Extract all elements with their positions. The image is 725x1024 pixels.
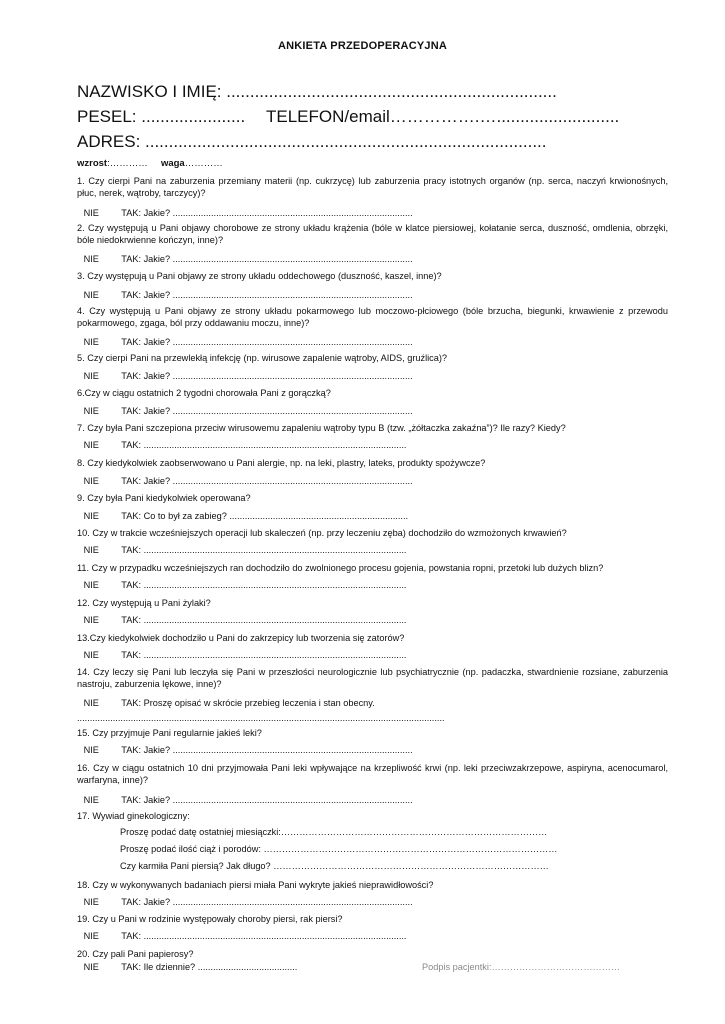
yes-answer-field[interactable]: TAK: Jakie? .............................................................................................. (121, 254, 413, 264)
breastfeeding-field[interactable]: Czy karmiła Pani piersią? Jak długo? ……………………………………………………………………………… (120, 861, 549, 871)
yes-answer-field[interactable]: TAK: Jakie? .............................................................................................. (121, 208, 413, 218)
question-6: 6.Czy w ciągu ostatnich 2 tygodni chorowała Pani z gorączką? (77, 388, 331, 398)
no-label: NIE (83, 615, 99, 625)
no-label: NIE (83, 931, 99, 941)
question-10: 10. Czy w trakcie wcześniejszych operacji lub skaleczeń (np. przy leczeniu zęba) dochodziło do wzmożonych krwawień? (77, 528, 567, 538)
yes-answer-field[interactable]: TAK: Co to był za zabieg? ...................................................................... (121, 511, 409, 521)
no-label: NIE (83, 208, 99, 218)
last-period-field[interactable]: Proszę podać datę ostatniej miesiączki:…………………………………………………………………………… (120, 827, 548, 837)
patient-signature-field[interactable]: Podpis pacjentki:…………………………………… (422, 962, 621, 972)
answer-row-19 (77, 931, 407, 941)
yes-answer-field[interactable]: TAK: ....................................................................................................... (121, 580, 407, 590)
question-12: 12. Czy występują u Pani żylaki? (77, 598, 211, 608)
address-field[interactable]: ADRES: ..................................................................................... (77, 132, 547, 151)
question-20: 20. Czy pali Pani papierosy? (77, 949, 194, 959)
yes-answer-field[interactable]: TAK: ....................................................................................................... (121, 931, 407, 941)
question-7: 7. Czy była Pani szczepiona przeciw wirusowemu zapaleniu wątroby typu B (tzw. „żółtaczka zakaźna”)? Ile razy? Kiedy? (77, 423, 566, 433)
no-label: NIE (83, 545, 99, 555)
no-label: NIE (83, 371, 99, 381)
answer-row-12 (77, 615, 407, 625)
pregnancies-births-field[interactable]: Proszę podać ilość ciąż i porodów: …………………………………………………………………………………… (120, 844, 558, 854)
answer-row-20 (77, 962, 297, 972)
height-weight-row (77, 158, 223, 169)
answer-row-9 (77, 511, 408, 521)
yes-answer-field[interactable]: TAK: ....................................................................................................... (121, 615, 407, 625)
no-label: NIE (83, 745, 99, 755)
phone-email-field[interactable]: TELEFON/email…………….….......................... (266, 107, 620, 126)
yes-answer-field[interactable]: TAK: Jakie? .............................................................................................. (121, 745, 413, 755)
answer-row-4 (77, 337, 413, 347)
no-label: NIE (83, 337, 99, 347)
question-13: 13.Czy kiedykolwiek dochodziło u Pani do zakrzepicy lub tworzenia się zatorów? (77, 633, 405, 643)
question-3: 3. Czy występują u Pani objawy ze strony układu oddechowego (duszność, kaszel, inne)? (77, 271, 442, 281)
no-label: NIE (83, 650, 99, 660)
answer-row-3 (77, 290, 413, 300)
question-14: 14. Czy leczy się Pani lub leczyła się Pani w przeszłości neurologicznie lub psychiatrycznie (np. padaczka, stwardnienie rozsiane, zaburzenia nastroju, zaburzenia lękowe, inne)? (77, 667, 668, 689)
no-label: NIE (83, 795, 99, 805)
no-label: NIE (83, 476, 99, 486)
q14-description-field[interactable]: ................................................................................................................................................ (77, 713, 445, 723)
no-label: NIE (83, 897, 99, 907)
name-field[interactable]: NAZWISKO I IMIĘ: ...................................................................... (77, 82, 557, 101)
answer-row-18 (77, 897, 413, 907)
question-15: 15. Czy przyjmuje Pani regularnie jakieś leki? (77, 728, 262, 738)
question-11: 11. Czy w przypadku wcześniejszych ran dochodziło do zwolnionego procesu gojenia, powstania ropni, przetoki lub dużych blizn? (77, 563, 604, 573)
question-9: 9. Czy była Pani kiedykolwiek operowana? (77, 493, 251, 503)
no-label: NIE (83, 406, 99, 416)
weight-field[interactable]: ………… (184, 158, 223, 169)
question-19: 19. Czy u Pani w rodzinie występowały choroby piersi, rak piersi? (77, 914, 343, 924)
answer-row-15 (77, 745, 413, 755)
yes-answer-field[interactable]: TAK: ....................................................................................................... (121, 650, 407, 660)
answer-row-1 (77, 208, 413, 218)
answer-row-7 (77, 440, 407, 450)
question-8: 8. Czy kiedykolwiek zaobserwowano u Pani alergie, np. na leki, plastry, lateks, produkty spożywcze? (77, 458, 486, 468)
weight-label: waga (160, 158, 185, 169)
yes-answer-field[interactable]: TAK: Jakie? .............................................................................................. (121, 290, 413, 300)
yes-answer-field[interactable]: TAK: Jakie? .............................................................................................. (121, 476, 413, 486)
no-label: NIE (83, 962, 99, 972)
answer-row-5 (77, 371, 413, 381)
no-label: NIE (83, 440, 99, 450)
question-2: 2. Czy występują u Pani objawy chorobowe ze strony układu krążenia (bóle w klatce piersiowej, kołatanie serca, duszność, omdlenia, obrzęki, bóle niedokrwienne kończyn, inne)? (77, 223, 668, 245)
question-16: 16. Czy w ciągu ostatnich 10 dni przyjmowała Pani leki wpływające na krzepliwość krwi (np. leki przeciwzakrzepowe, aspiryna, acenocumarol, warfaryna, inne)? (77, 763, 668, 785)
no-label: NIE (83, 511, 99, 521)
answer-row-2 (77, 254, 413, 264)
yes-answer-field[interactable]: TAK: Jakie? .............................................................................................. (121, 406, 413, 416)
page-title: ANKIETA PRZEDOPERACYJNA (277, 40, 447, 52)
question-5: 5. Czy cierpi Pani na przewlekłą infekcję (np. wirusowe zapalenie wątroby, AIDS, gruźlica)? (77, 353, 448, 363)
pesel-field[interactable]: PESEL: ...................... (77, 107, 246, 126)
answer-row-11 (77, 580, 407, 590)
answer-row-10 (77, 545, 407, 555)
no-label: NIE (83, 698, 99, 708)
question-4: 4. Czy występują u Pani objawy ze strony układu pokarmowego lub moczowo-płciowego (bóle brzucha, biegunki, krwawienie z przewodu pokarmowego, zgaga, ból przy oddawaniu moczu, inne)? (77, 306, 668, 328)
answer-row-6 (77, 406, 413, 416)
yes-answer-field[interactable]: TAK: Jakie? .............................................................................................. (121, 795, 413, 805)
yes-answer-field[interactable]: TAK: Ile dziennie? ....................................... (121, 962, 298, 972)
answer-row-16 (77, 795, 413, 805)
answer-row-8 (77, 476, 413, 486)
no-label: NIE (83, 254, 99, 264)
yes-answer-field[interactable]: TAK: ....................................................................................................... (121, 545, 407, 555)
question-1: 1. Czy cierpi Pani na zaburzenia przemiany materii (np. cukrzycę) lub zaburzenia pracy istotnych organów (np. serca, naczyń krwionośnych, płuc, nerek, wątroby, tarczycy)? (77, 176, 668, 198)
question-18: 18. Czy w wykonywanych badaniach piersi miała Pani wykryte jakieś nieprawidłowości? (77, 880, 434, 890)
no-label: NIE (83, 580, 99, 590)
no-label: NIE (83, 290, 99, 300)
yes-answer-field[interactable]: TAK: Jakie? .............................................................................................. (121, 897, 413, 907)
yes-answer-field[interactable]: TAK: Jakie? .............................................................................................. (121, 337, 413, 347)
height-field[interactable]: :………… (107, 158, 148, 169)
height-label: wzrost (77, 158, 108, 169)
yes-answer-field[interactable]: TAK: ....................................................................................................... (121, 440, 407, 450)
answer-row-14 (77, 698, 375, 708)
yes-answer-label: TAK: Proszę opisać w skrócie przebieg leczenia i stan obecny. (121, 698, 375, 708)
answer-row-13 (77, 650, 407, 660)
yes-answer-field[interactable]: TAK: Jakie? .............................................................................................. (121, 371, 413, 381)
question-17: 17. Wywiad ginekologiczny: (77, 811, 190, 821)
